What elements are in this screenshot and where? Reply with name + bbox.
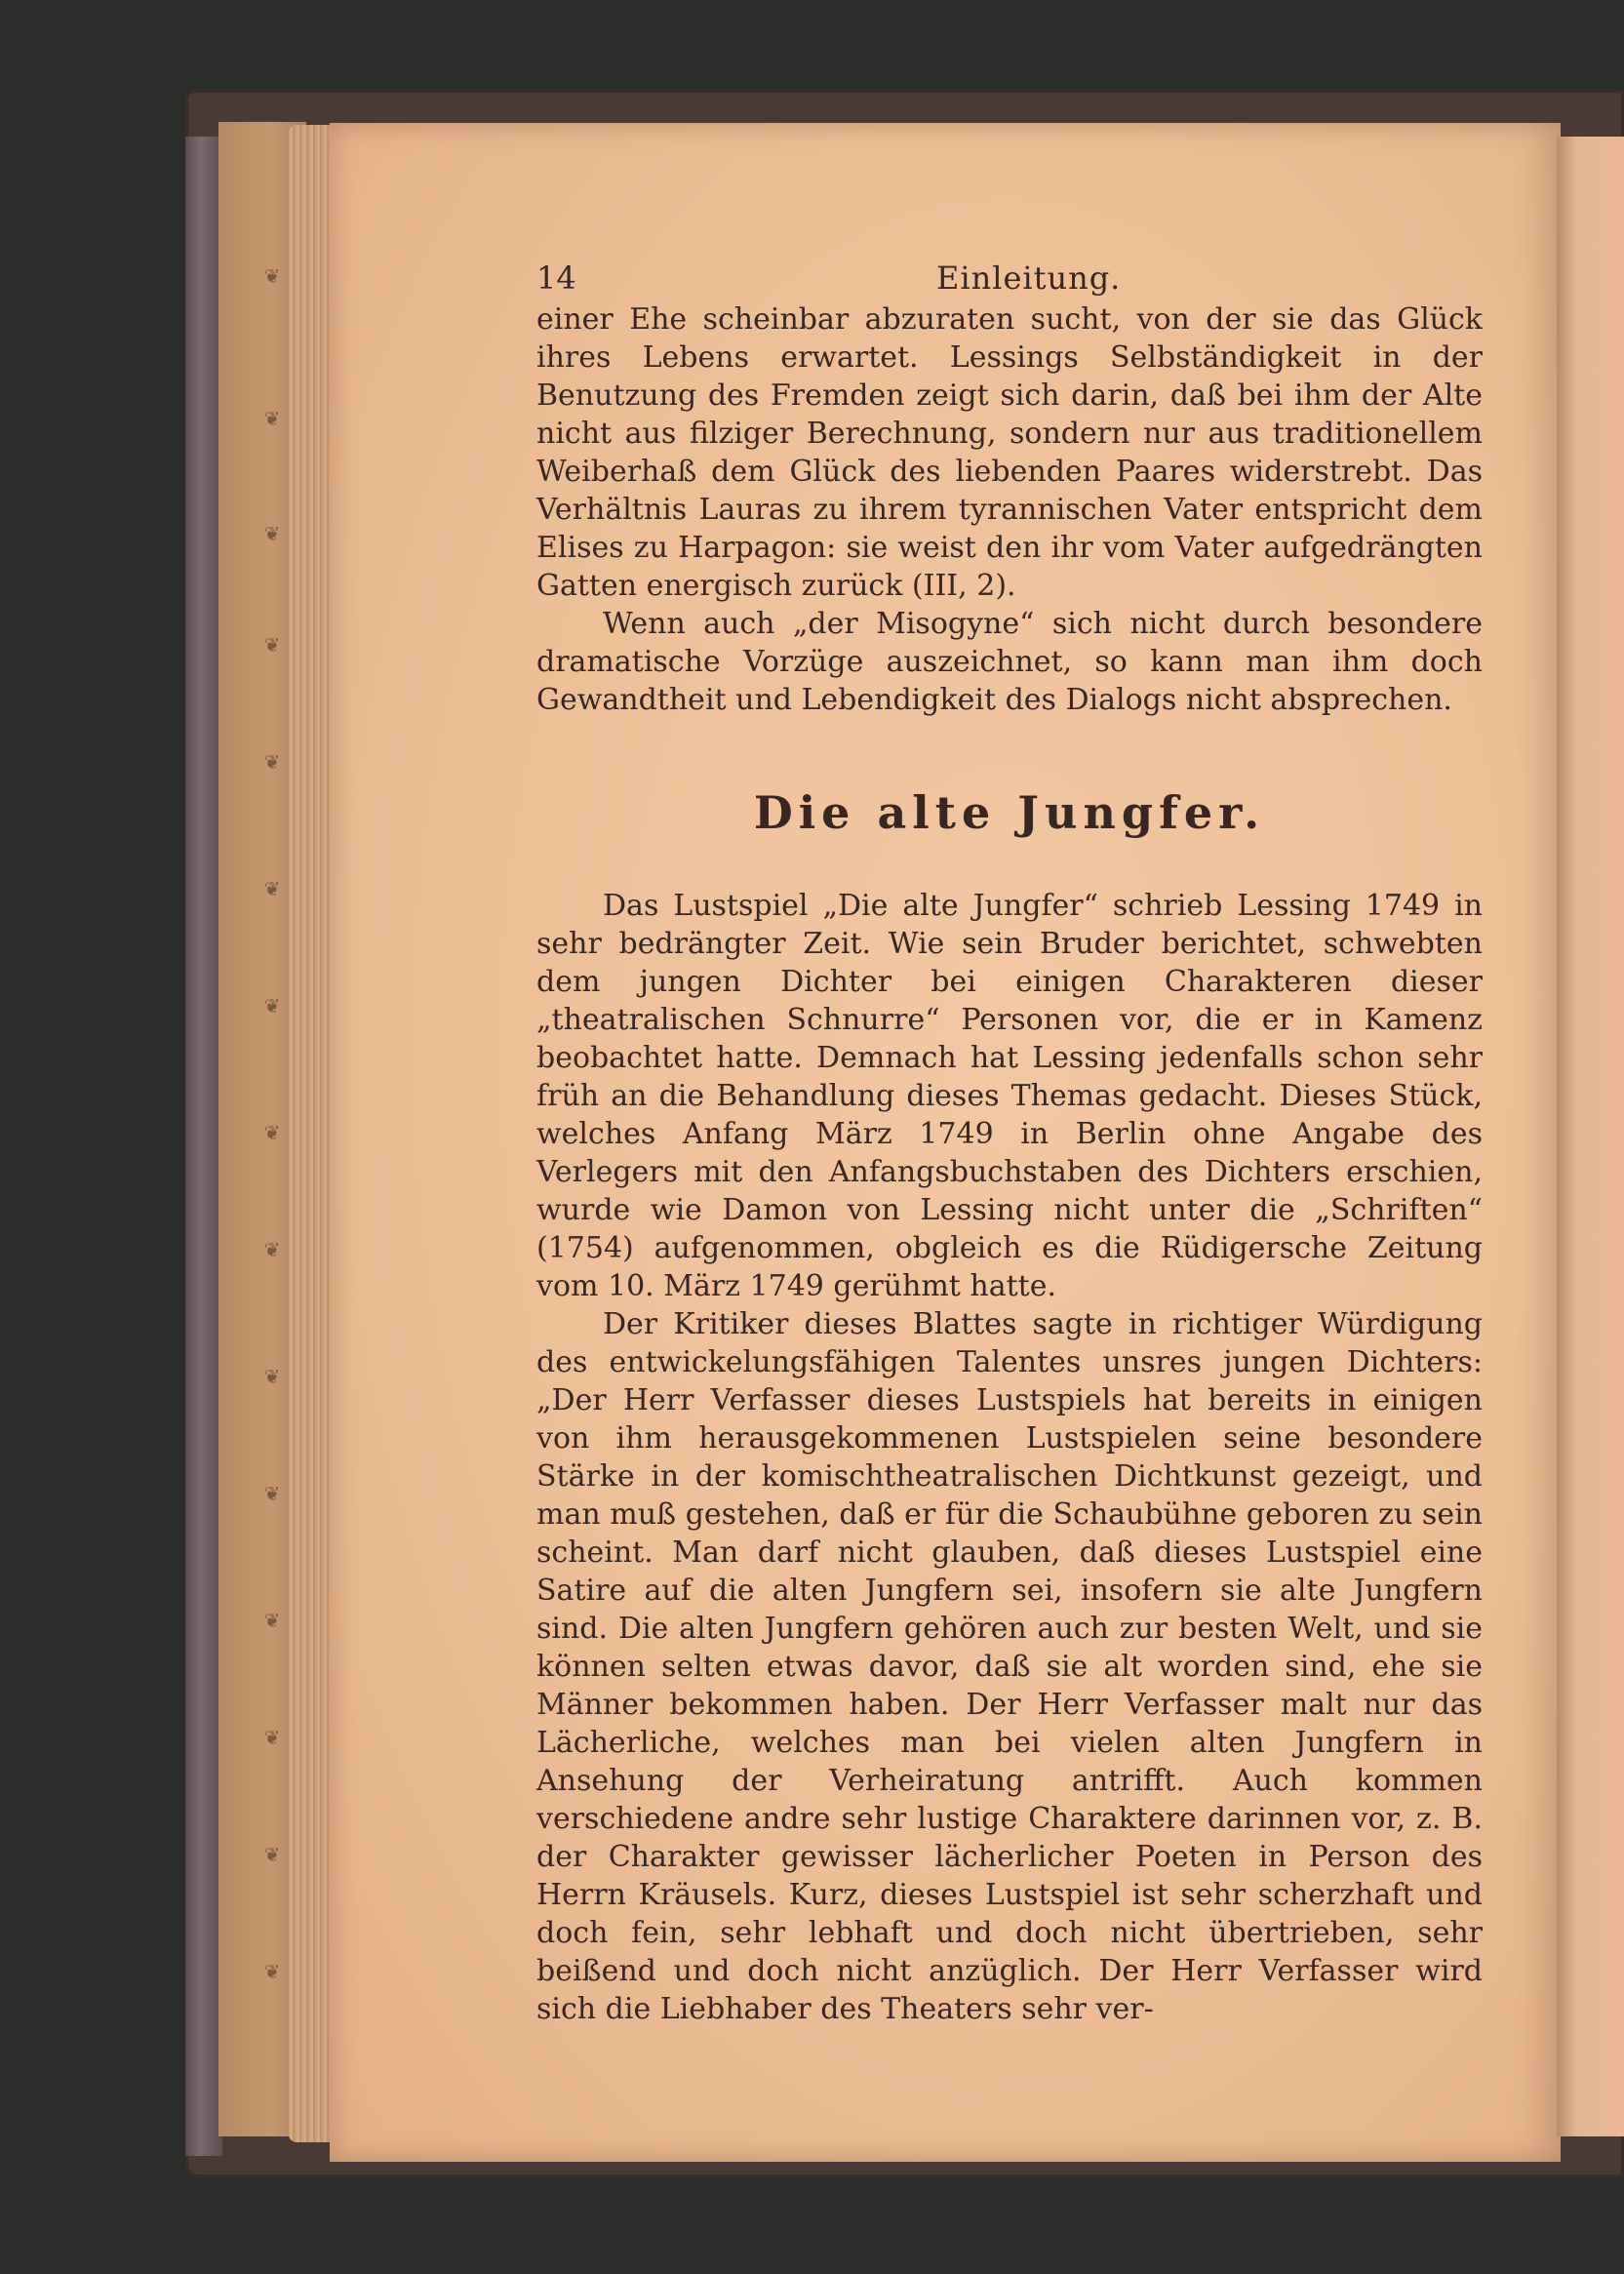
facing-page-edge	[1557, 137, 1624, 2136]
page-text	[536, 252, 1483, 2028]
ornament-icon: ❦	[263, 1482, 281, 1505]
ornament-icon: ❦	[263, 750, 281, 774]
paragraph: einer Ehe scheinbar abzuraten sucht, von der sie das Glück ihres Lebens erwartet. Lessings Selbständigkeit in der Benutzung des Fremden zeigt sich darin, daß bei ihm der Alte nicht aus filziger Berechnung, sondern nur aus traditionellem Weiberhaß dem Glück des liebenden Paares widerstrebt. Das Verhältnis Lauras zu ihrem tyrannischen Vater entspricht dem Elises zu Harpagon: sie weist den ihr vom Vater aufgedrängten Gatten energisch zurück (III, 2).	[536, 302, 1483, 603]
page-number: 14	[536, 259, 576, 297]
paragraph: Wenn auch „der Misogyne“ sich nicht durch besondere dramatische Vorzüge auszeichnet, so kann man ihm doch Gewandtheit und Lebendigkeit des Dialogs nicht absprechen.	[536, 607, 1483, 717]
ornament-icon: ❦	[263, 994, 281, 1017]
ornament-icon: ❦	[263, 264, 281, 288]
ornament-icon: ❦	[263, 1121, 281, 1144]
ornament-icon: ❦	[263, 1238, 281, 1261]
ornament-icon: ❦	[263, 1726, 281, 1749]
paragraph: Der Kritiker dieses Blattes sagte in richtiger Würdigung des entwickelungsfähigen Talentes unsres jungen Dichters: „Der Herr Verfasser dieses Lustspiels hat bereits in einigen von ihm herausgekommenen Lustspielen seine besondere Stärke in der komischtheatralischen Dichtkunst gezeigt, und man muß gestehen, daß er für die Schaubühne geboren zu sein scheint. Man darf nicht glauben, daß dieses Lustspiel eine Satire auf die alten Jungfern sei, insofern sie alte Jungfern sind. Die alten Jungfern gehören auch zur besten Welt, und sie können selten etwas davor, daß sie alt worden sind, ehe sie Männer bekommen haben. Der Herr Verfasser malt nur das Lächerliche, welches man bei vielen alten Jungfern in Ansehung der Verheiratung antrifft. Auch kommen verschiedene andre sehr lustige Charaktere darinnen vor, z. B. der Charakter gewisser lächerlicher Poeten in Person des Herrn Kräusels. Kurz, dieses Lustspiel ist sehr scherzhaft und doch fein, sehr lebhaft und doch nicht übertrieben, sehr beißend und doch nicht anzüglich. Der Herr Verfasser wird sich die Liebhaber des Theaters sehr ver-	[536, 1307, 1483, 2026]
running-head	[536, 252, 1483, 300]
section-title: Die alte Jungfer.	[753, 786, 1266, 839]
ornament-icon: ❦	[263, 1365, 281, 1388]
ornament-icon: ❦	[263, 877, 281, 900]
ornament-icon: ❦	[263, 1843, 281, 1866]
book-spine	[185, 137, 222, 2156]
ornament-icon: ❦	[263, 1960, 281, 1983]
ornament-icon: ❦	[263, 522, 281, 545]
running-head-title: Einleitung.	[936, 259, 1122, 297]
ornament-icon: ❦	[263, 407, 281, 430]
ornament-icon: ❦	[263, 633, 281, 657]
paragraph: Das Lustspiel „Die alte Jungfer“ schrieb Lessing 1749 in sehr bedrängter Zeit. Wie sein Bruder berichtet, schwebten dem jungen Dichter bei einigen Charakteren dieser „theatralischen Schnurre“ Personen vor, die er in Kamenz beobachtet hatte. Demnach hat Lessing jedenfalls schon sehr früh an die Behandlung dieses Themas gedacht. Dieses Stück, welches Anfang März 1749 in Berlin ohne Angabe des Verlegers mit den Anfangsbuchstaben des Dichters erschien, wurde wie Damon von Lessing nicht unter die „Schriften“ (1754) aufgenommen, obgleich es die Rüdigersche Zeitung vom 10. März 1749 gerühmt hatte.	[536, 889, 1483, 1303]
ornament-icon: ❦	[263, 1609, 281, 1632]
